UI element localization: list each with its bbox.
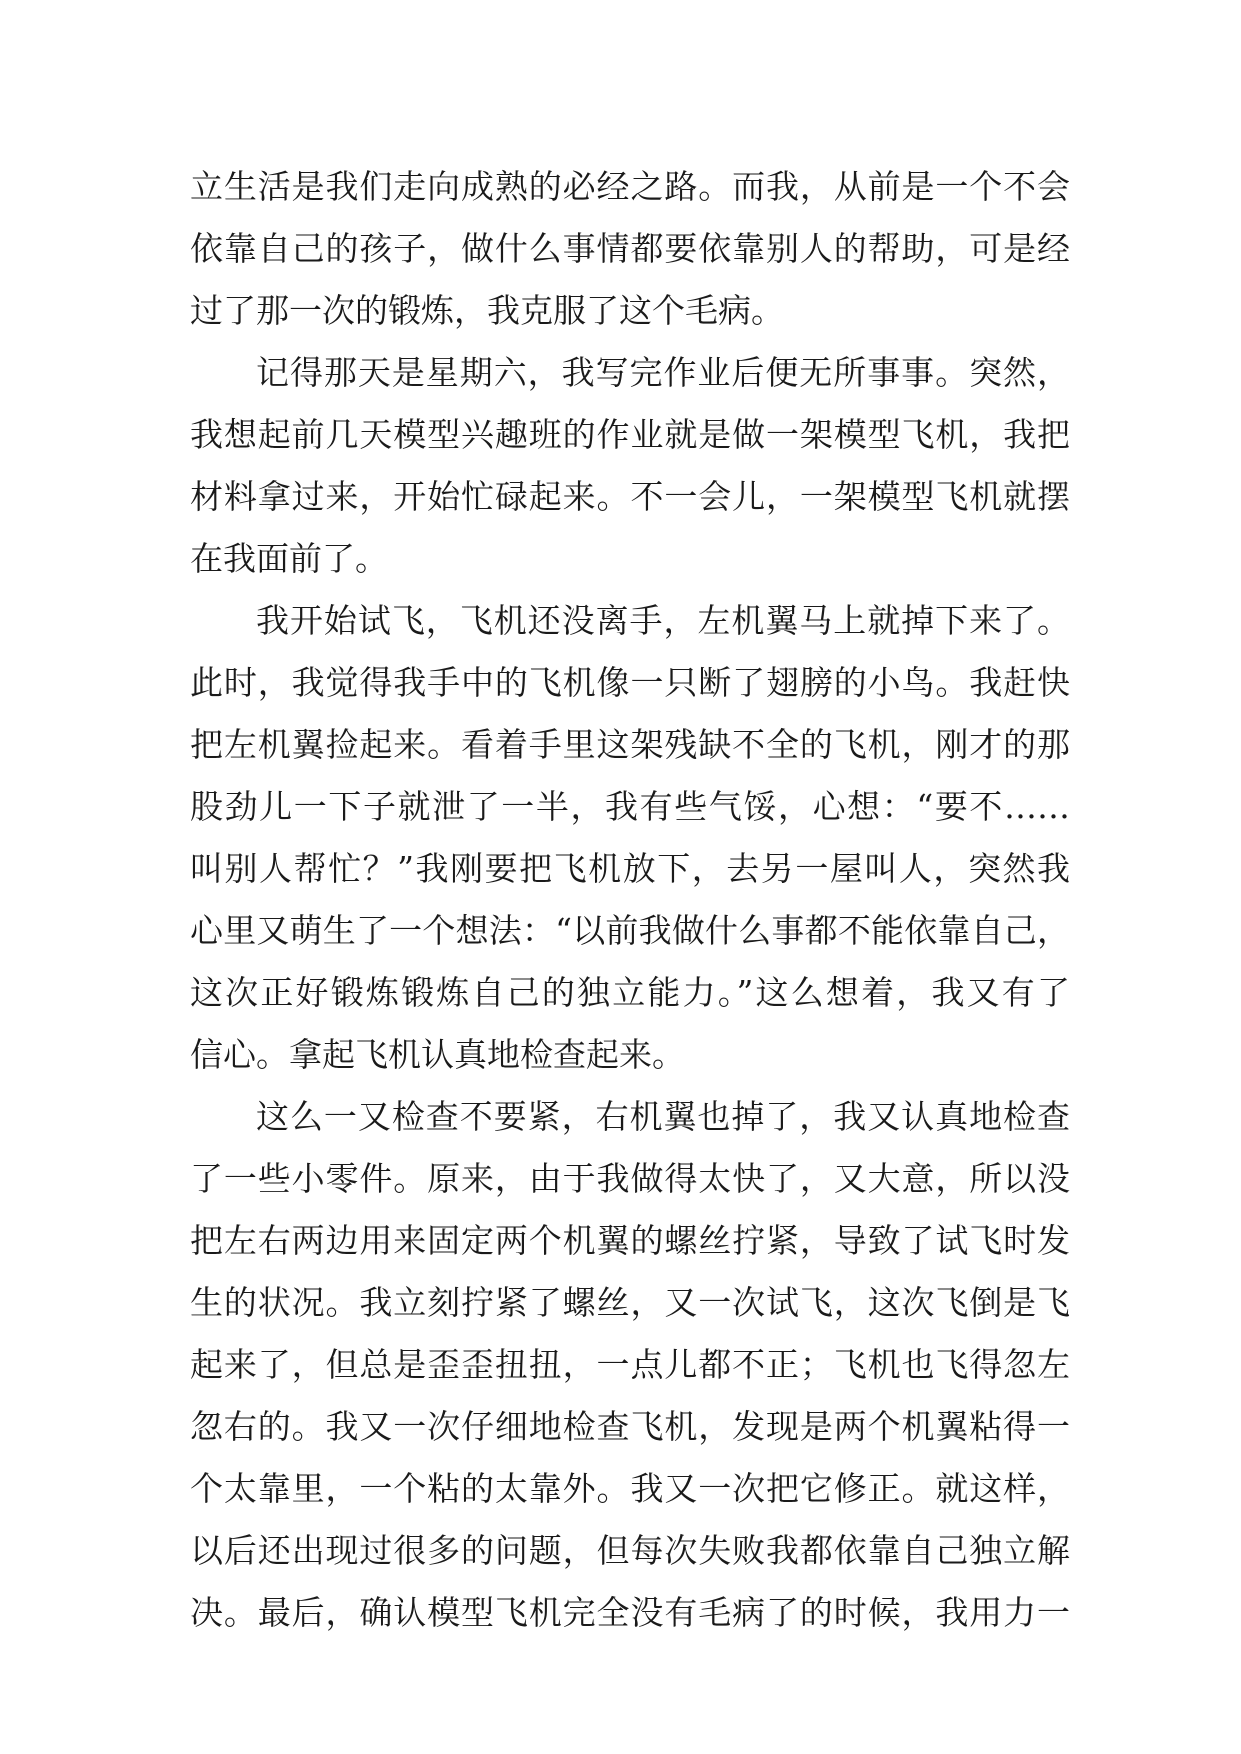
text-line: 心里又萌生了一个想法：“以前我做什么事都不能依靠自己， [190, 911, 1070, 950]
text-line: 起来了，但总是歪歪扭扭，一点儿都不正；飞机也飞得忽左 [190, 1345, 1070, 1384]
paragraph-first-line: 记得那天是星期六，我写完作业后便无所事事。突然， [256, 353, 1070, 392]
text-line: 过了那一次的锻炼，我克服了这个毛病。 [190, 291, 784, 330]
text-line: 在我面前了。 [190, 539, 388, 578]
text-line: 信心。拿起飞机认真地检查起来。 [190, 1035, 685, 1074]
text-line: 立生活是我们走向成熟的必经之路。而我，从前是一个不会 [190, 167, 1070, 206]
paragraph-first-line: 我开始试飞，飞机还没离手，左机翼马上就掉下来了。 [256, 601, 1070, 640]
text-line: 此时，我觉得我手中的飞机像一只断了翅膀的小鸟。我赶快 [190, 663, 1070, 702]
text-line: 股劲儿一下子就泄了一半，我有些气馁，心想：“要不…… [190, 787, 1070, 826]
paragraph-first-line: 这么一又检查不要紧，右机翼也掉了，我又认真地检查 [256, 1097, 1070, 1136]
text-line: 了一些小零件。原来，由于我做得太快了，又大意，所以没 [190, 1159, 1070, 1198]
text-line: 这次正好锻炼锻炼自己的独立能力。”这么想着，我又有了 [190, 973, 1070, 1012]
text-line: 个太靠里，一个粘的太靠外。我又一次把它修正。就这样， [190, 1469, 1070, 1508]
text-line: 生的状况。我立刻拧紧了螺丝，又一次试飞，这次飞倒是飞 [190, 1283, 1070, 1322]
text-line: 叫别人帮忙？”我刚要把飞机放下，去另一屋叫人，突然我 [190, 849, 1070, 888]
text-line: 把左右两边用来固定两个机翼的螺丝拧紧，导致了试飞时发 [190, 1221, 1070, 1260]
text-line: 材料拿过来，开始忙碌起来。不一会儿，一架模型飞机就摆 [190, 477, 1070, 516]
text-line: 把左机翼捡起来。看着手里这架残缺不全的飞机，刚才的那 [190, 725, 1070, 764]
text-line: 以后还出现过很多的问题，但每次失败我都依靠自己独立解 [190, 1531, 1070, 1570]
text-line: 依靠自己的孩子，做什么事情都要依靠别人的帮助，可是经 [190, 229, 1070, 268]
text-line: 决。最后，确认模型飞机完全没有毛病了的时候，我用力一 [190, 1593, 1070, 1632]
text-line: 我想起前几天模型兴趣班的作业就是做一架模型飞机，我把 [190, 415, 1070, 454]
body-text [190, 156, 1070, 1644]
text-line: 忽右的。我又一次仔细地检查飞机，发现是两个机翼粘得一 [190, 1407, 1070, 1446]
